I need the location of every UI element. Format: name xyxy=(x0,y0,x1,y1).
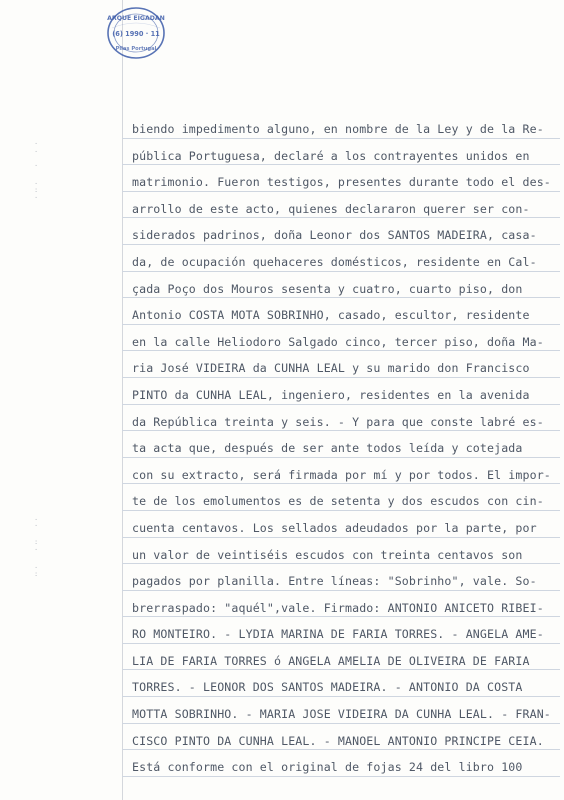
typewritten-body xyxy=(132,116,551,781)
stamp-seal-icon xyxy=(104,4,168,62)
text-line: con su extracto, será firmada por mí y por todos. El impor- xyxy=(132,462,544,489)
text-line: Está conforme con el original de fojas 24 del libro 100 xyxy=(132,754,544,781)
text-line: arrollo de este acto, quienes declararon querer ser con- xyxy=(132,196,544,223)
text-line: MOTTA SOBRINHO. - MARIA JOSE VIDEIRA DA CUNHA LEAL. - FRAN- xyxy=(132,701,544,728)
text-line: PINTO da CUNHA LEAL, ingeniero, residentes en la avenida xyxy=(132,382,544,409)
text-line: pública Portuguesa, declaré a los contrayentes unidos en xyxy=(132,143,544,170)
margin-marks-top: . . · . : · xyxy=(34,138,39,202)
text-line: siderados padrinos, doña Leonor dos SANTOS MADEIRA, casa- xyxy=(132,222,544,249)
text-line: ta acta que, después de ser ante todos leída y cotejada xyxy=(132,435,544,462)
text-line: da, de ocupación quehaceres domésticos, residente en Cal- xyxy=(132,249,544,276)
text-line: biendo impedimento alguno, en nombre de la Ley y de la Re- xyxy=(132,116,544,143)
official-stamp xyxy=(104,4,168,62)
text-line: cuenta centavos. Los sellados adeudados por la parte, por xyxy=(132,515,544,542)
text-line: Antonio COSTA MOTA SOBRINHO, casado, escultor, residente xyxy=(132,302,544,329)
text-line: da República treinta y seis. - Y para que conste labré es- xyxy=(132,409,544,436)
text-line: un valor de veintiséis escudos con treinta centavos son xyxy=(132,542,544,569)
stamp-text-top: ARQUE EIGADAN xyxy=(107,15,165,22)
text-line: ria José VIDEIRA da CUNHA LEAL y su marido don Francisco xyxy=(132,355,544,382)
stamp-text-bottom: Pilas Portugal xyxy=(115,46,157,52)
text-line: LIA DE FARIA TORRES ó ANGELA AMELIA DE OLIVEIRA DE FARIA xyxy=(132,648,544,675)
text-line: en la calle Heliodoro Salgado cinco, tercer piso, doña Ma- xyxy=(132,329,544,356)
text-line: çada Poço dos Mouros sesenta y cuatro, cuarto piso, don xyxy=(132,276,544,303)
text-line: RO MONTEIRO. - LYDIA MARINA DE FARIA TORRES. - ANGELA AME- xyxy=(132,621,544,648)
text-line: pagados por planilla. Entre líneas: "Sobrinho", vale. So- xyxy=(132,568,544,595)
text-line: TORRES. - LEONOR DOS SANTOS MADEIRA. - ANTONIO DA COSTA xyxy=(132,674,544,701)
text-line: matrimonio. Fueron testigos, presentes durante todo el des- xyxy=(132,169,544,196)
stamp-text-mid: (6) 1990 · 11 xyxy=(112,30,160,38)
text-line: brerraspado: "aquél",vale. Firmado: ANTONIO ANICETO RIBEI- xyxy=(132,595,544,622)
text-line: te de los emolumentos es de setenta y dos escudos con cin- xyxy=(132,488,544,515)
margin-rule xyxy=(122,0,123,800)
text-line: CISCO PINTO DA CUNHA LEAL. - MANOEL ANTONIO PRINCIPE CEIA. xyxy=(132,728,544,755)
margin-marks-bottom: . · : · . : xyxy=(34,514,39,578)
